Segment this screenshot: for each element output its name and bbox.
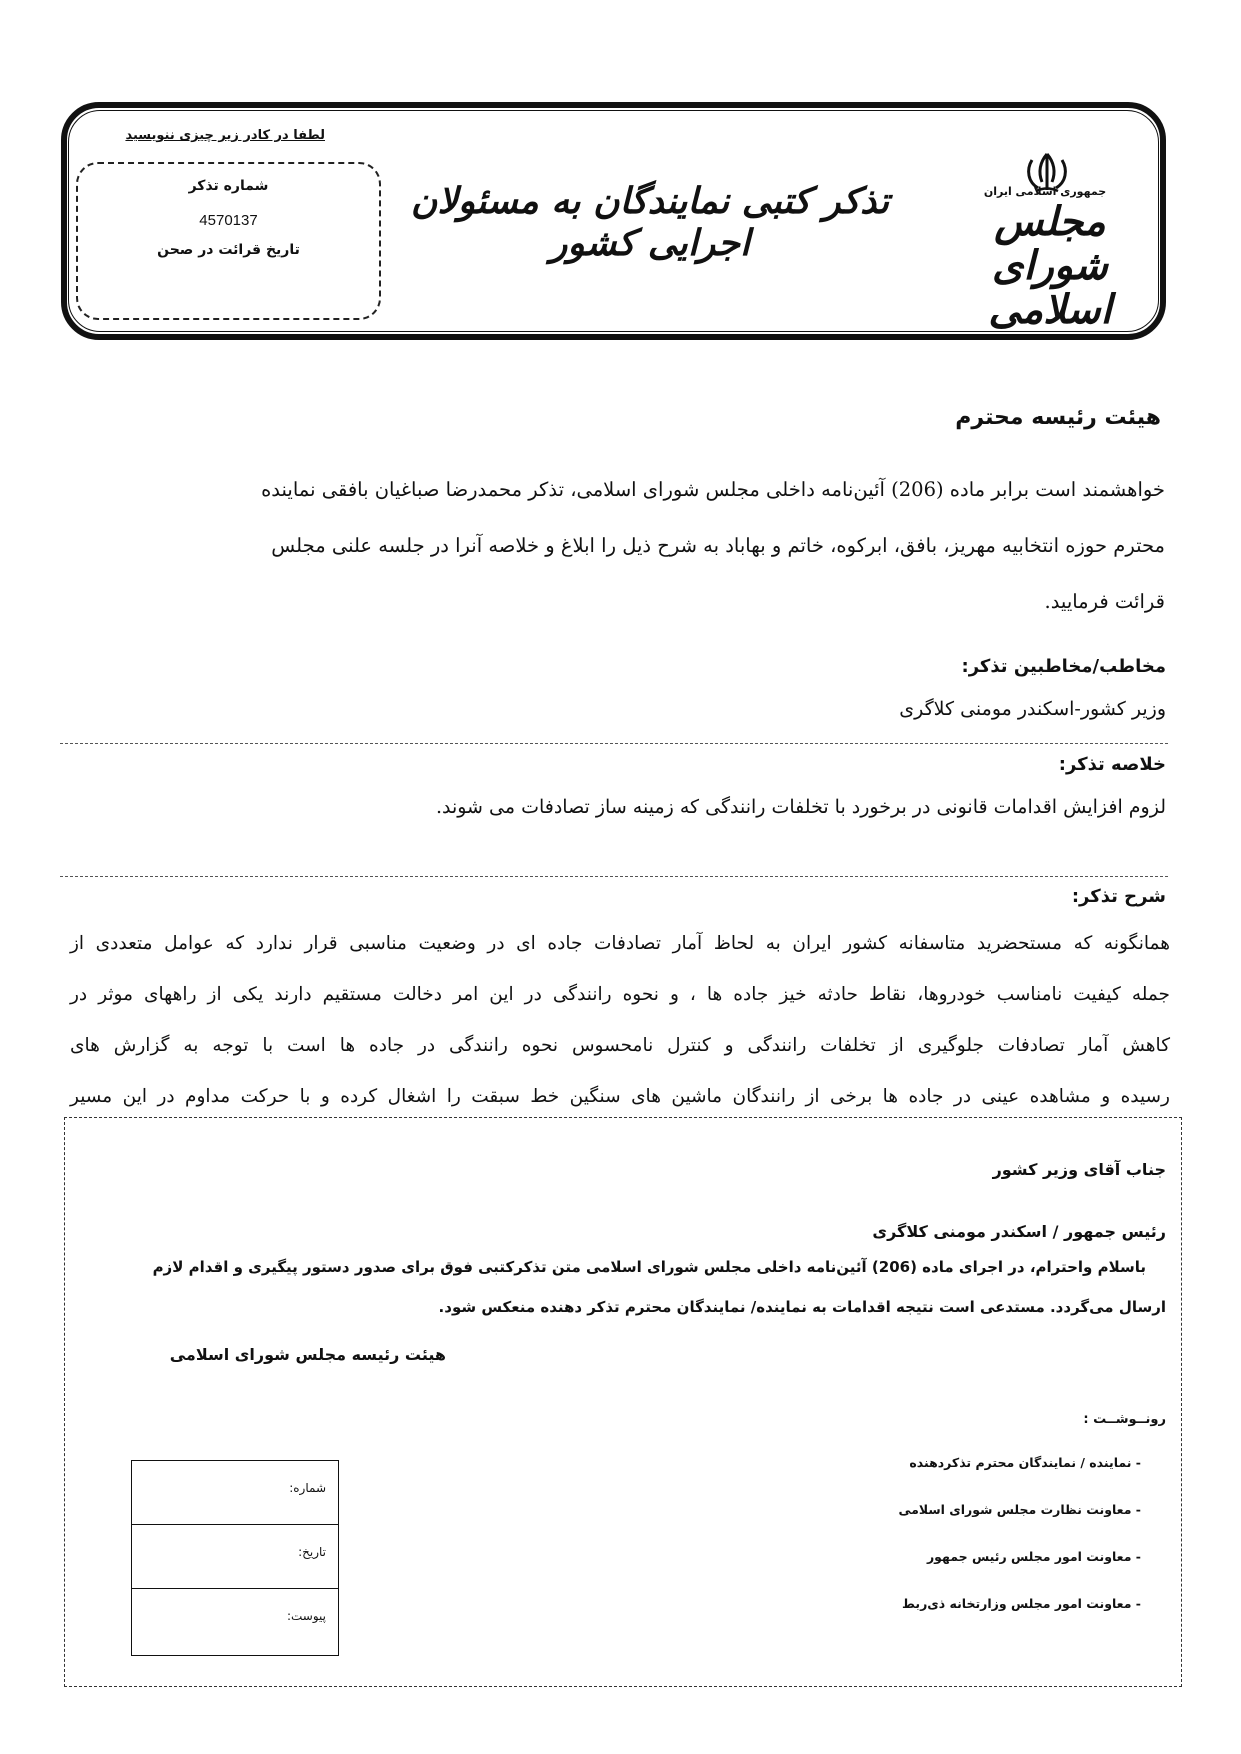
description-line-1: همانگونه که مستحضرید متاسفانه کشور ایران به لحاظ آمار تصادفات جاده ای در وضعیت مناسبی قرار ندارد که عوامل متعددی از [70,933,1170,954]
cc-item: - معاونت نظارت مجلس شورای اسلامی [898,1502,1141,1517]
divider [60,743,1168,744]
document-title: تذکر کتبی نمایندگان به مسئولان اجرایی کشور [410,180,890,264]
summary-heading: خلاصه تذکر: [1058,754,1166,775]
reference-table [131,1460,339,1656]
cc-heading: رونــوشــت : [1083,1412,1166,1427]
parliament-logo-text: مجلس شورای اسلامی [988,198,1112,333]
emblem-subtitle: جمهوری اسلامی ایران [983,185,1107,198]
intro-line-2: محترم حوزه انتخابیه مهریز، بافق، ابرکوه، خاتم و بهاباد به شرح ذیل را ابلاغ و خلاصه آنرا در جلسه علنی مجلس [271,534,1165,557]
reminder-number-label: شماره تذکر [188,178,269,194]
ref-date-cell: تاریخ: [132,1525,338,1589]
do-not-write-note: لطفا در کادر زیر چیزی ننویسید [125,128,325,143]
addressee-value: وزیر کشور-اسکندر مومنی کلاگری [899,698,1166,720]
recipient-title: جناب آقای وزیر کشور [992,1160,1166,1179]
description-line-2: جمله کیفیت نامناسب خودروها، نقاط حادثه خیز جاده ها ، و نحوه رانندگی در این امر دخالت مستقیم دارند یکی از راههای موثر در [70,984,1170,1005]
description-heading: شرح تذکر: [1071,886,1166,907]
signature: هیئت رئیسه مجلس شورای اسلامی [169,1345,446,1364]
divider [60,876,1168,877]
cc-item: - معاونت امور مجلس وزارتخانه ذی‌ربط [902,1596,1141,1611]
recipient-name: رئیس جمهور / اسکندر مومنی کلاگری [872,1222,1166,1241]
reminder-number-value: 4570137 [199,212,258,229]
intro-line-3: قرائت فرمایید. [1044,590,1165,613]
salutation: هیئت رئیسه محترم [955,405,1161,430]
letter-line-2: ارسال می‌گردد. مستدعی است نتیجه اقدامات به نماینده/ نمایندگان محترم تذکر دهنده منعکس شود. [438,1298,1166,1316]
ref-attachment-cell: پیوست: [286,1609,326,1623]
description-line-3: کاهش آمار تصادفات جلوگیری از تخلفات رانندگی و کنترل نامحسوس نحوه رانندگی در جاده ها است با توجه به گزارش های [70,1035,1170,1056]
description-line-4: رسیده و مشاهده عینی در جاده ها برخی از رانندگان ماشین های سنگین خط سبقت را اشغال کرده و با حرکت مداوم در این مسیر [70,1086,1170,1107]
cc-item: - نماینده / نمایندگان محترم تذکردهنده [909,1455,1141,1470]
intro-line-1: خواهشمند است برابر ماده (206) آئین‌نامه داخلی مجلس شورای اسلامی، تذکر محمدرضا صباغیان بافقی نماینده [261,478,1165,501]
summary-value: لزوم افزایش اقدامات قانونی در برخورد با تخلفات رانندگی که زمینه ساز تصادفات می شوند. [435,796,1166,818]
addressee-heading: مخاطب/مخاطبین تذکر: [961,656,1166,677]
reading-date-label: تاریخ قرائت در صحن [157,242,300,258]
ref-number-cell: شماره: [132,1461,338,1525]
letter-line-1: باسلام واحترام، در اجرای ماده (206) آئین‌نامه داخلی مجلس شورای اسلامی متن تذکرکتبی فوق برای صدور دستور پیگیری و اقدام لازم [152,1258,1146,1276]
cc-item: - معاونت امور مجلس رئیس جمهور [926,1549,1141,1564]
